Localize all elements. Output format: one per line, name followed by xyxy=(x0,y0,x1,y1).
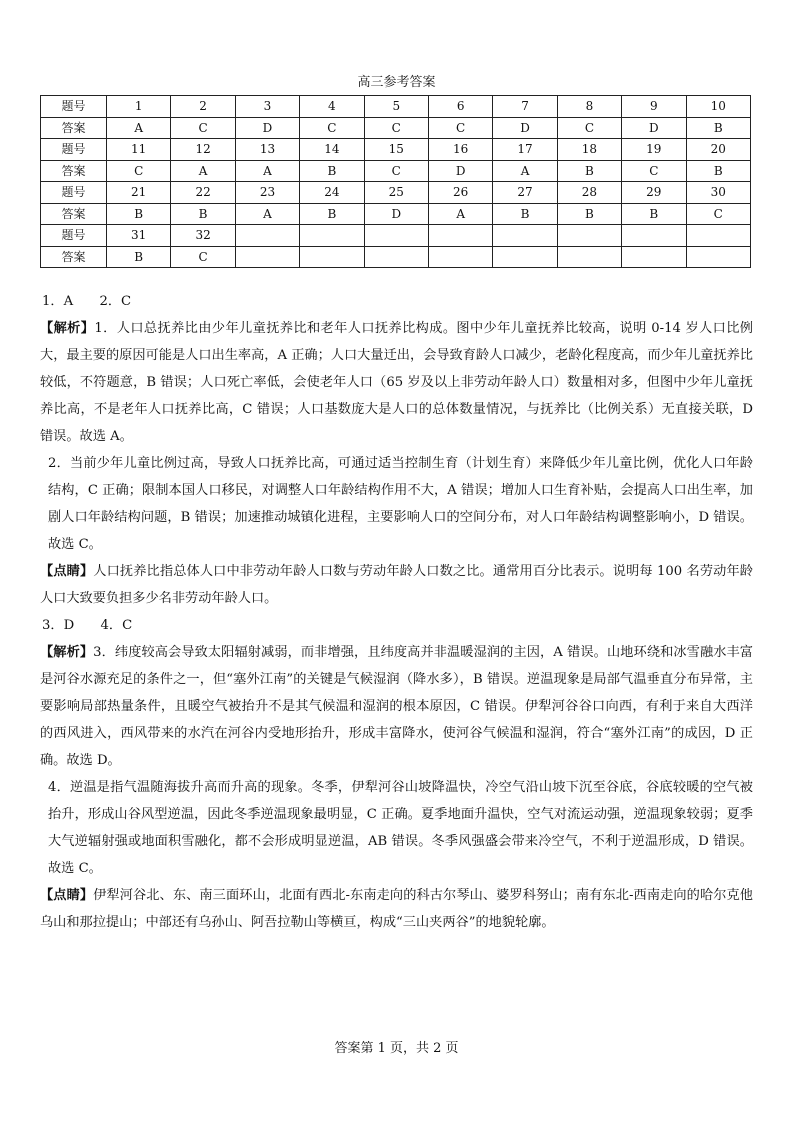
paragraph-text: 3．纬度较高会导致太阳辐射减弱，而非增强，且纬度高并非温暖湿润的主因，A 错误。山地环绕和冰雪融水丰富是河谷水源充足的条件之一，但“塞外江南”的关键是气候湿润（降水多），B 错误。逆温现象是局部气温垂直分布异常，主要影响局部热量条件，且暖空气被抬升不是其气候温和湿润的根本原因，C 错误。伊犁河谷谷口向西，有利于来自大西洋的西风进入，西风带来的水汽在河谷内受地形抬升，形成丰富降水，使河谷气候温和湿润，符合“塞外江南”的成因，D 正确。故选 D。 xyxy=(40,645,753,768)
table-cell: 15 xyxy=(364,139,428,161)
table-cell: A xyxy=(171,160,235,182)
table-cell xyxy=(622,225,686,247)
table-cell xyxy=(686,246,750,268)
table-cell: B xyxy=(686,117,750,139)
table-cell: C xyxy=(171,117,235,139)
table-cell: 19 xyxy=(622,139,686,161)
table-cell: 3 xyxy=(235,96,299,118)
table-cell: 18 xyxy=(557,139,621,161)
table-cell xyxy=(557,246,621,268)
table-cell xyxy=(686,225,750,247)
explanation-paragraph xyxy=(40,558,753,612)
table-cell: 28 xyxy=(557,182,621,204)
table-cell: B xyxy=(622,203,686,225)
table-cell: C xyxy=(171,246,235,268)
table-cell xyxy=(557,225,621,247)
table-cell: 27 xyxy=(493,182,557,204)
table-cell: B xyxy=(171,203,235,225)
table-cell: 5 xyxy=(364,96,428,118)
table-cell: 22 xyxy=(171,182,235,204)
explanation-paragraph xyxy=(40,315,753,450)
section-tag: 【解析】 xyxy=(40,321,95,336)
table-cell: C xyxy=(364,117,428,139)
table-row xyxy=(41,139,751,161)
table-cell: 7 xyxy=(493,96,557,118)
section-tag: 【点睛】 xyxy=(40,888,94,903)
row-label: 题号 xyxy=(41,225,107,247)
table-cell xyxy=(300,246,364,268)
explanation-paragraph xyxy=(48,774,753,882)
table-cell: 4 xyxy=(300,96,364,118)
table-cell: 31 xyxy=(107,225,171,247)
table-row xyxy=(41,203,751,225)
row-label: 题号 xyxy=(41,139,107,161)
table-cell: D xyxy=(428,160,492,182)
paragraph-text: 1．人口总抚养比由少年儿童抚养比和老年人口抚养比构成。图中少年儿童抚养比较高，说明 0-14 岁人口比例大，最主要的原因可能是人口出生率高，A 正确；人口大量迁出，会导致育龄人口减少，老龄化程度高，而少年儿童抚养比较低，不符题意，B 错误；人口死亡率低，会使老年人口（65 岁及以上非劳动年龄人口）数量相对多，但图中少年儿童抚养比高，不是老年人口抚养比高，C 错误；人口基数庞大是人口的总体数量情况，与抚养比（比例关系）无直接关联，D 错误。故选 A。 xyxy=(40,321,753,444)
page-title: 高三参考答案 xyxy=(357,75,436,90)
table-cell: C xyxy=(622,160,686,182)
answer-table xyxy=(40,95,751,268)
table-cell: 12 xyxy=(171,139,235,161)
table-cell: 10 xyxy=(686,96,750,118)
table-cell: B xyxy=(686,160,750,182)
answer-line: 3．D 4．C xyxy=(42,618,133,633)
table-cell: 14 xyxy=(300,139,364,161)
table-cell xyxy=(235,246,299,268)
table-cell: D xyxy=(622,117,686,139)
table-cell: B xyxy=(493,203,557,225)
row-label: 题号 xyxy=(41,182,107,204)
table-row xyxy=(41,225,751,247)
table-cell: D xyxy=(493,117,557,139)
table-cell xyxy=(493,246,557,268)
table-row xyxy=(41,117,751,139)
table-cell: C xyxy=(300,117,364,139)
table-cell: 21 xyxy=(107,182,171,204)
table-row xyxy=(41,160,751,182)
table-cell: 24 xyxy=(300,182,364,204)
explanation-paragraph xyxy=(48,450,753,558)
table-cell: B xyxy=(557,203,621,225)
table-cell: 29 xyxy=(622,182,686,204)
table-cell: 26 xyxy=(428,182,492,204)
table-cell: C xyxy=(107,160,171,182)
table-cell: 8 xyxy=(557,96,621,118)
table-cell xyxy=(235,225,299,247)
table-cell xyxy=(428,246,492,268)
paragraph-text: 2．当前少年儿童比例过高，导致人口抚养比高，可通过适当控制生育（计划生育）来降低少年儿童比例，优化人口年龄结构，C 正确；限制本国人口移民，对调整人口年龄结构作用不大，A 错误；增加人口生育补贴，会提高人口出生率，加剧人口年龄结构问题，B 错误；加速推动城镇化进程，主要影响人口的空间分布，对人口年龄结构调整影响小，D 错误。故选 C。 xyxy=(48,456,753,552)
table-cell: D xyxy=(235,117,299,139)
table-cell: B xyxy=(300,203,364,225)
table-cell: A xyxy=(493,160,557,182)
table-cell: B xyxy=(557,160,621,182)
table-cell xyxy=(428,225,492,247)
row-label: 答案 xyxy=(41,160,107,182)
table-cell: 1 xyxy=(107,96,171,118)
table-cell: B xyxy=(300,160,364,182)
row-label: 题号 xyxy=(41,96,107,118)
table-cell: 30 xyxy=(686,182,750,204)
table-row xyxy=(41,246,751,268)
table-cell: A xyxy=(235,160,299,182)
table-cell: A xyxy=(428,203,492,225)
table-cell: C xyxy=(428,117,492,139)
table-cell xyxy=(300,225,364,247)
explanation-paragraph xyxy=(40,639,753,774)
table-cell: 9 xyxy=(622,96,686,118)
table-cell: 25 xyxy=(364,182,428,204)
table-cell: A xyxy=(235,203,299,225)
table-cell xyxy=(622,246,686,268)
explanation-content xyxy=(40,288,753,936)
table-cell: A xyxy=(107,117,171,139)
table-cell: C xyxy=(557,117,621,139)
table-cell: 13 xyxy=(235,139,299,161)
row-label: 答案 xyxy=(41,203,107,225)
table-cell: 2 xyxy=(171,96,235,118)
table-cell xyxy=(364,246,428,268)
table-cell: 6 xyxy=(428,96,492,118)
paragraph-text: 人口抚养比指总体人口中非劳动年龄人口数与劳动年龄人口数之比。通常用百分比表示。说明每 100 名劳动年龄人口大致要负担多少名非劳动年龄人口。 xyxy=(40,564,753,606)
section-tag: 【点睛】 xyxy=(40,564,94,579)
table-row xyxy=(41,182,751,204)
table-cell: 20 xyxy=(686,139,750,161)
answer-line: 1．A 2．C xyxy=(42,294,132,309)
table-cell: B xyxy=(107,246,171,268)
row-label: 答案 xyxy=(41,117,107,139)
table-cell: B xyxy=(107,203,171,225)
page-footer: 答案第 1 页，共 2 页 xyxy=(334,1041,459,1056)
table-row xyxy=(41,96,751,118)
paragraph-text: 伊犁河谷北、东、南三面环山，北面有西北-东南走向的科古尔琴山、婆罗科努山；南有东北-西南走向的哈尔克他乌山和那拉提山；中部还有乌孙山、阿吾拉勒山等横亘，构成“三山夹两谷”的地貌轮廓。 xyxy=(40,888,753,930)
row-label: 答案 xyxy=(41,246,107,268)
table-cell: D xyxy=(364,203,428,225)
table-cell: C xyxy=(686,203,750,225)
table-cell: C xyxy=(364,160,428,182)
explanation-paragraph xyxy=(40,882,753,936)
table-cell: 16 xyxy=(428,139,492,161)
table-cell: 17 xyxy=(493,139,557,161)
section-tag: 【解析】 xyxy=(40,645,94,660)
table-cell xyxy=(364,225,428,247)
table-cell: 32 xyxy=(171,225,235,247)
table-cell: 11 xyxy=(107,139,171,161)
table-cell: 23 xyxy=(235,182,299,204)
table-cell xyxy=(493,225,557,247)
paragraph-text: 4．逆温是指气温随海拔升高而升高的现象。冬季，伊犁河谷山坡降温快，冷空气沿山坡下沉至谷底，谷底较暖的空气被抬升，形成山谷风型逆温，因此冬季逆温现象最明显，C 正确。夏季地面升温快，空气对流运动强，逆温现象较弱；夏季大气逆辐射强或地面积雪融化，都不会形成明显逆温，AB 错误。冬季风强盛会带来冷空气，不利于逆温形成，D 错误。故选 C。 xyxy=(48,780,753,876)
